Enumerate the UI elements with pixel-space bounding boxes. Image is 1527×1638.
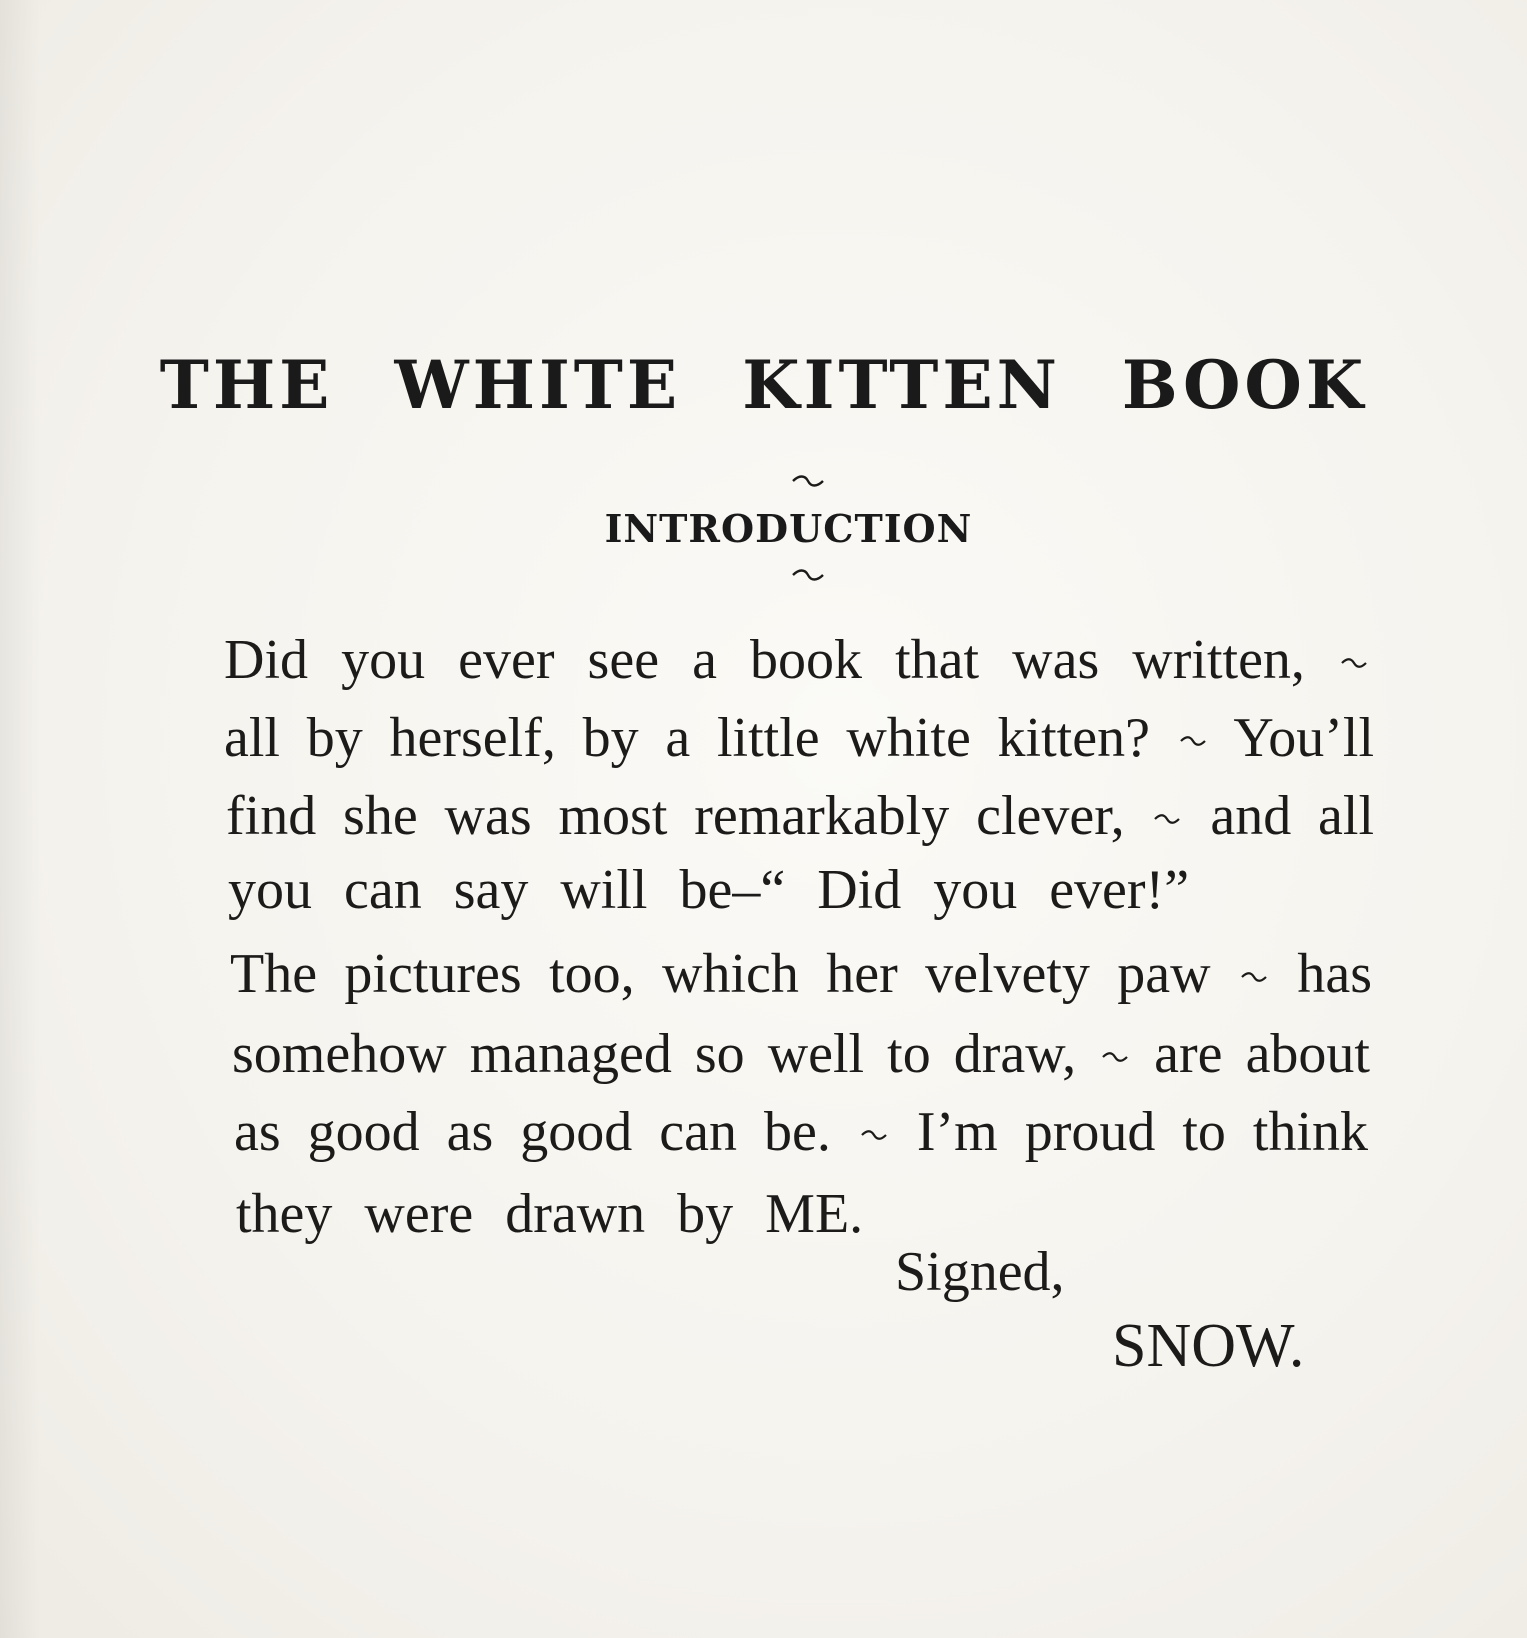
text-line-6-text-a: somehow managed so well to draw, xyxy=(232,1023,1077,1085)
text-line-3-text-b: and all xyxy=(1210,785,1375,847)
text-line-3-text-a: find she was most remarkably clever, xyxy=(226,785,1125,847)
text-line-4 xyxy=(228,859,1228,921)
wave-ornament-icon xyxy=(1340,624,1368,638)
text-line-3 xyxy=(226,780,1375,847)
text-line-6-text-b: are about xyxy=(1154,1023,1370,1085)
text-line-2-text-b: You’ll xyxy=(1233,707,1375,769)
signed-label: Signed, xyxy=(895,1241,1065,1303)
text-line-5-text-b: has xyxy=(1297,943,1373,1005)
text-line-7 xyxy=(234,1096,1369,1163)
text-line-5-text-a: The pictures too, which her velvety paw xyxy=(230,943,1211,1005)
wave-ornament-icon xyxy=(1240,938,1268,952)
wave-ornament-icon xyxy=(790,568,826,582)
wave-ornament-icon xyxy=(860,1096,888,1110)
text-line-6 xyxy=(232,1018,1370,1085)
wave-ornament-icon xyxy=(1153,780,1181,794)
signature-name: SNOW. xyxy=(1112,1312,1305,1380)
text-line-8-text: they were drawn by ME. xyxy=(236,1183,864,1245)
wave-ornament-icon xyxy=(1179,702,1207,716)
wave-ornament-icon xyxy=(1101,1018,1129,1032)
text-line-2 xyxy=(224,702,1375,769)
wave-ornament-icon xyxy=(790,474,826,488)
page-gutter-shadow xyxy=(0,0,40,1638)
text-line-4-text: you can say will be–“ Did you ever!” xyxy=(228,859,1190,921)
text-line-1 xyxy=(224,624,1370,691)
introduction-heading: INTRODUCTION xyxy=(604,506,973,551)
text-line-7-text-b: I’m proud to think xyxy=(916,1101,1369,1163)
text-line-1-text: Did you ever see a book that was written, xyxy=(224,629,1305,691)
book-title: THE WHITE KITTEN BOOK xyxy=(159,346,1368,424)
text-line-7-text-a: as good as good can be. xyxy=(234,1101,831,1163)
text-line-5 xyxy=(230,938,1373,1005)
text-line-2-text-a: all by herself, by a little white kitten? xyxy=(224,707,1150,769)
text-line-8 xyxy=(236,1183,1136,1245)
